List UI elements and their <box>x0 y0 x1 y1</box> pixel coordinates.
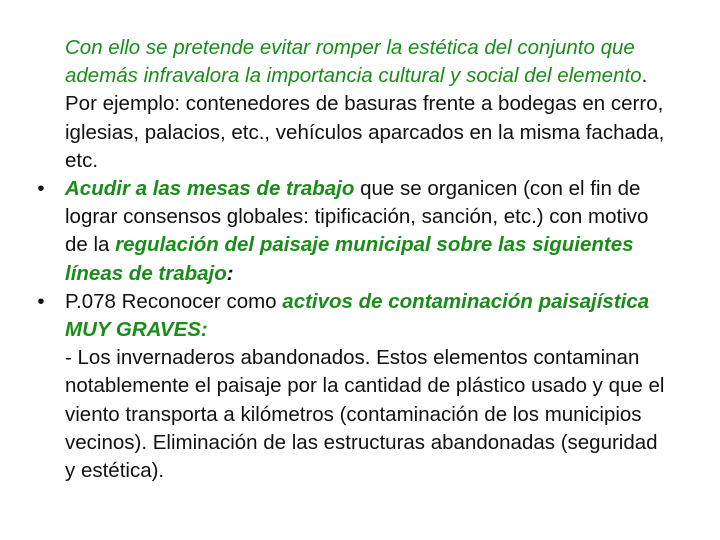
intro-rest: . Por ejemplo: contenedores de basuras frente a bodegas en cerro, iglesias, palacios, etc., vehículos aparcados en la misma fachada, etc. <box>65 64 665 172</box>
bullet2-lead: P.078 Reconocer como <box>65 289 283 313</box>
text-body <box>28 34 668 485</box>
intro-paragraph <box>28 34 668 175</box>
bullet1-emphasis: regulación del paisaje municipal sobre las siguientes líneas de trabajo <box>65 233 634 285</box>
bullet-item-mesas <box>28 175 668 288</box>
bullet-item-p078 <box>28 288 668 485</box>
intro-italic-phrase: Con ello se pretende evitar romper la estética del conjunto que además infravalora la importancia cultural y social del elemento <box>65 36 642 88</box>
bullet2-emphasis: activos de contaminación paisajística MUY GRAVES: <box>65 289 650 342</box>
bullet-icon: • <box>37 289 45 313</box>
bullet1-lead: Acudir a las mesas de trabajo <box>65 177 355 201</box>
bullet1-colon: : <box>226 261 234 285</box>
bullet1-text: que se organicen (con el fin de lograr consensos globales: tipificación, sanción, etc.) con motivo de la <box>65 177 649 257</box>
bullet2-detail: - Los invernaderos abandonados. Estos elementos contaminan notablemente el paisaje por la cantidad de plástico usado y que el viento transporta a kilómetros (contaminación de los municipios vecinos). Eliminación de las estructuras abandonadas (seguridad y estética). <box>65 346 665 483</box>
bullet-icon: • <box>37 177 45 201</box>
